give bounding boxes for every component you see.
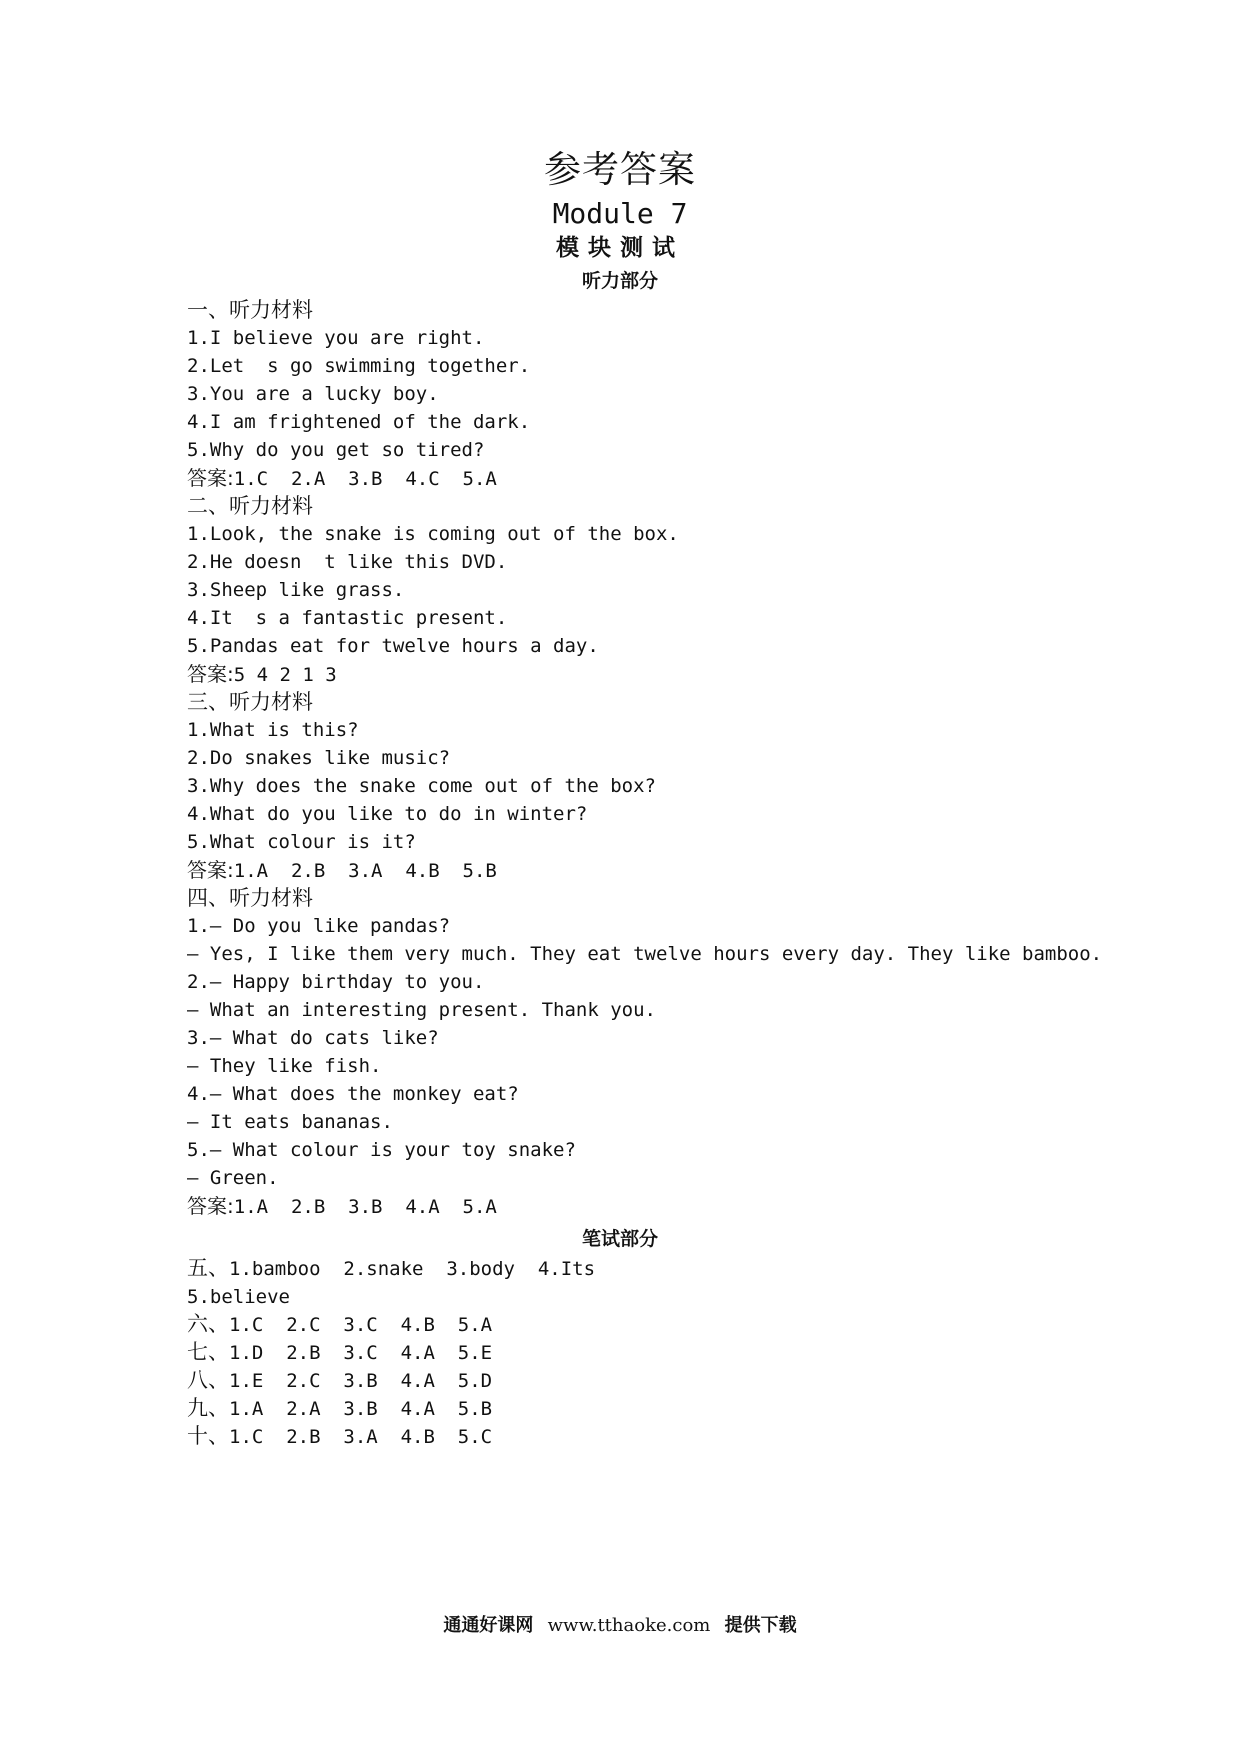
written-answer-row bbox=[187, 1310, 1187, 1338]
page-footer bbox=[0, 1614, 1240, 1638]
listening-line: 4.I am frightened of the dark. bbox=[187, 411, 531, 433]
dialogue-line: 5.— What colour is your toy snake? bbox=[187, 1139, 576, 1161]
writing-part-title: 笔试部分 bbox=[581, 1228, 658, 1250]
listening-block-1 bbox=[187, 296, 1187, 492]
footer-download-note: 提供下载 bbox=[724, 1615, 797, 1636]
answer-line bbox=[187, 660, 1187, 688]
dialogue-line: — It eats bananas. bbox=[187, 1111, 393, 1133]
answer-label: 答案: bbox=[187, 662, 234, 686]
question-number: 五、 bbox=[187, 1256, 229, 1280]
listening-heading: 三、听力材料 bbox=[187, 690, 313, 714]
dialogue-line: — They like fish. bbox=[187, 1055, 382, 1077]
question-number: 六、 bbox=[187, 1312, 229, 1336]
question-number: 七、 bbox=[187, 1340, 229, 1364]
listening-line: 2.Do snakes like music? bbox=[187, 747, 451, 769]
listening-block-4 bbox=[187, 884, 1187, 1220]
listening-line: 1.What is this? bbox=[187, 719, 359, 741]
listening-section bbox=[187, 296, 1187, 1220]
written-answer: 1.E 2.C 3.B 4.A 5.D bbox=[229, 1370, 493, 1392]
written-section bbox=[187, 1254, 1187, 1450]
answer-value: 1.A 2.B 3.B 4.A 5.A bbox=[233, 1196, 497, 1218]
dialogue-line: 2.— Happy birthday to you. bbox=[187, 971, 485, 993]
dialogue-line: 4.— What does the monkey eat? bbox=[187, 1083, 519, 1105]
question-number: 八、 bbox=[187, 1368, 229, 1392]
written-answer-row bbox=[187, 1282, 1187, 1310]
answer-line bbox=[187, 1192, 1187, 1220]
written-answer-row bbox=[187, 1254, 1187, 1282]
listening-line: 1.Look, the snake is coming out of the box. bbox=[187, 523, 679, 545]
dialogue-line: 1.— Do you like pandas? bbox=[187, 915, 451, 937]
answer-value: 5 4 2 1 3 bbox=[233, 664, 337, 686]
listening-line: 5.Pandas eat for twelve hours a day. bbox=[187, 635, 599, 657]
dialogue-line: — What an interesting present. Thank you. bbox=[187, 999, 656, 1021]
written-answer: 1.C 2.C 3.C 4.B 5.A bbox=[229, 1314, 493, 1336]
page-title: 参考答案 bbox=[544, 148, 696, 191]
written-answer-row bbox=[187, 1366, 1187, 1394]
listening-line: 1.I believe you are right. bbox=[187, 327, 485, 349]
answer-label: 答案: bbox=[187, 1194, 234, 1218]
written-answer-row bbox=[187, 1338, 1187, 1366]
answer-label: 答案: bbox=[187, 466, 234, 490]
dialogue-line: — Yes, I like them very much. They eat twelve hours every day. They like bamboo. bbox=[187, 943, 1103, 965]
listening-block-3 bbox=[187, 688, 1187, 884]
footer-url-link[interactable]: www.tthaoke.com bbox=[547, 1615, 711, 1636]
test-title: 模块测试 bbox=[556, 235, 684, 261]
answer-value: 1.C 2.A 3.B 4.C 5.A bbox=[233, 468, 497, 490]
listening-line: 4.It s a fantastic present. bbox=[187, 607, 508, 629]
written-answer-row bbox=[187, 1394, 1187, 1422]
dialogue-line: 3.— What do cats like? bbox=[187, 1027, 439, 1049]
listening-heading: 四、听力材料 bbox=[187, 886, 313, 910]
dialogue-line: — Green. bbox=[187, 1167, 279, 1189]
listening-line: 2.He doesn t like this DVD. bbox=[187, 551, 508, 573]
written-answer-row bbox=[187, 1422, 1187, 1450]
listening-heading: 二、听力材料 bbox=[187, 494, 313, 518]
listening-part-title: 听力部分 bbox=[581, 270, 658, 292]
answer-line bbox=[187, 464, 1187, 492]
listening-line: 4.What do you like to do in winter? bbox=[187, 803, 588, 825]
written-answer: 1.D 2.B 3.C 4.A 5.E bbox=[229, 1342, 493, 1364]
listening-line: 3.Sheep like grass. bbox=[187, 579, 405, 601]
answer-label: 答案: bbox=[187, 858, 234, 882]
listening-line: 5.What colour is it? bbox=[187, 831, 416, 853]
listening-line: 5.Why do you get so tired? bbox=[187, 439, 485, 461]
listening-line: 3.Why does the snake come out of the box? bbox=[187, 775, 656, 797]
answer-line bbox=[187, 856, 1187, 884]
written-answer: 1.A 2.A 3.B 4.A 5.B bbox=[229, 1398, 493, 1420]
answer-value: 1.A 2.B 3.A 4.B 5.B bbox=[233, 860, 497, 882]
footer-site-name: 通通好课网 bbox=[443, 1615, 534, 1636]
listening-heading: 一、听力材料 bbox=[187, 298, 313, 322]
listening-block-2 bbox=[187, 492, 1187, 688]
written-answer: 1.C 2.B 3.A 4.B 5.C bbox=[229, 1426, 493, 1448]
written-answer: 1.bamboo 2.snake 3.body 4.Its bbox=[229, 1258, 596, 1280]
question-number: 十、 bbox=[187, 1424, 229, 1448]
listening-line: 3.You are a lucky boy. bbox=[187, 383, 439, 405]
listening-line: 2.Let s go swimming together. bbox=[187, 355, 531, 377]
written-answer: 5.believe bbox=[187, 1286, 290, 1308]
question-number: 九、 bbox=[187, 1396, 229, 1420]
module-title: Module 7 bbox=[552, 197, 688, 230]
